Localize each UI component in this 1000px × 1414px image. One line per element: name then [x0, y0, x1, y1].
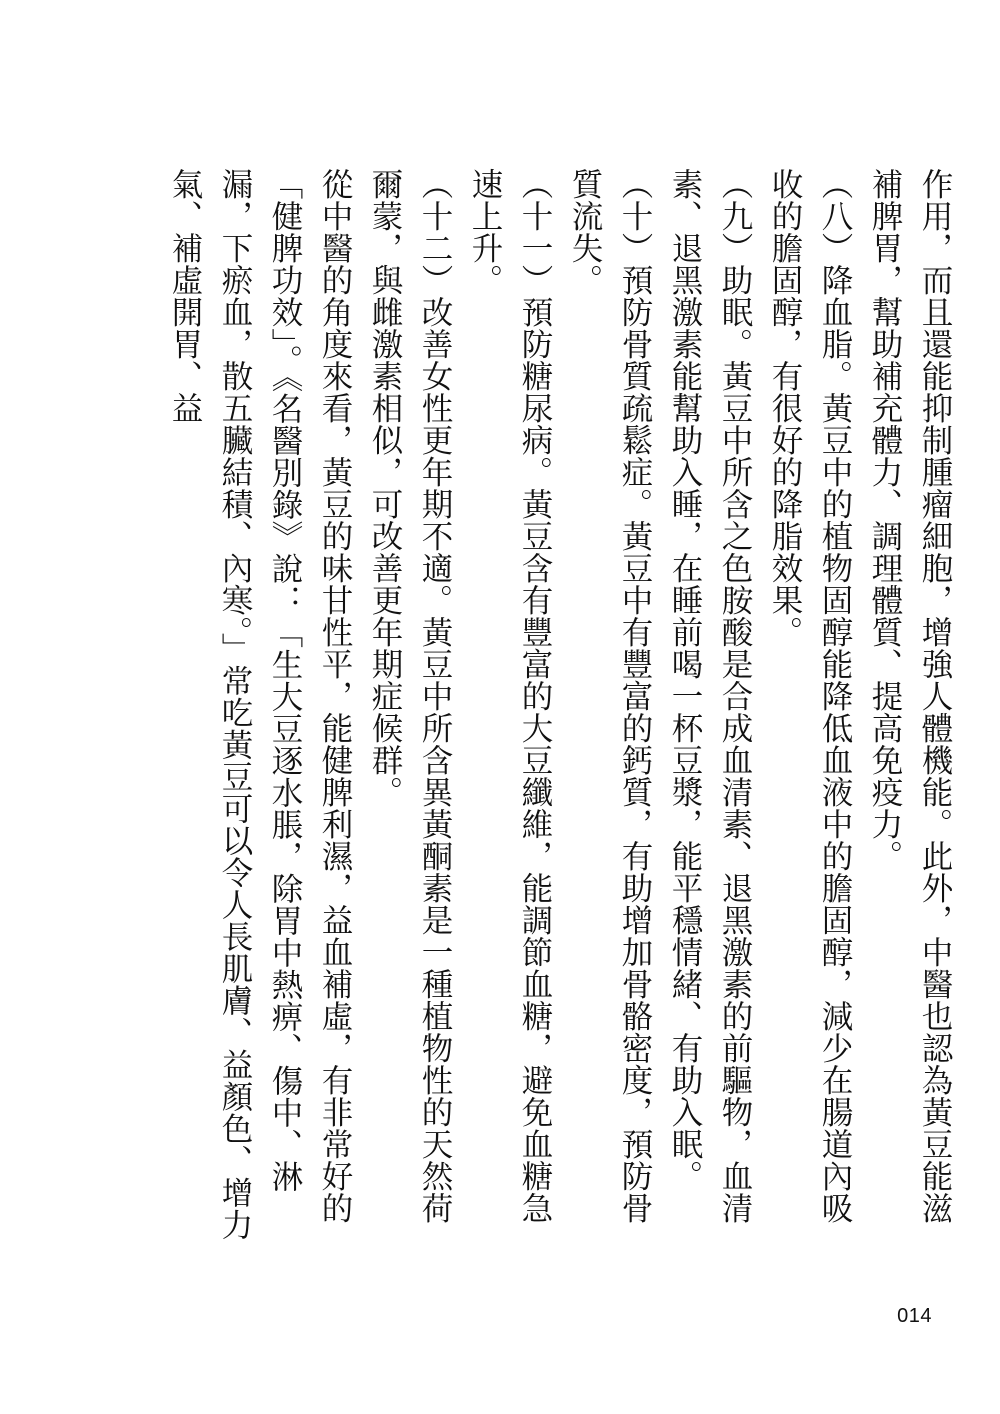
paragraph-osteoporosis: （十）預防骨質疏鬆症。黃豆中有豐富的鈣質，有助增加骨骼密度，預防骨質流失。: [567, 168, 653, 1224]
vertical-text-body: [120, 168, 960, 1248]
paragraph-lower-lipids: （八）降血脂。黃豆中的植物固醇能降低血液中的膽固醇，減少在腸道內吸收的膽固醇，有很好的降脂效果。: [767, 168, 853, 1224]
paragraph-menopause: （十二）改善女性更年期不適。黃豆中所含異黃酮素是一種植物性的天然荷爾蒙，與雌激素相似，可改善更年期症候群。: [367, 168, 453, 1224]
paragraph-intro-continued: 作用，而且還能抑制腫瘤細胞，增強人體機能。此外，中醫也認為黃豆能滋補脾胃，幫助補充體力、調理體質、提高免疫力。: [867, 168, 953, 1224]
paragraph-sleep-aid: （九）助眠。黃豆中所含之色胺酸是合成血清素、退黑激素的前驅物，血清素、退黑激素能幫助入睡，在睡前喝一杯豆漿，能平穩情緒、有助入眠。: [667, 168, 753, 1224]
paragraph-diabetes: （十一）預防糖尿病。黃豆含有豐富的大豆纖維，能調節血糖，避免血糖急速上升。: [467, 168, 553, 1224]
page-number: 014: [897, 1305, 932, 1327]
paragraph-tcm-view: 從中醫的角度來看，黃豆的味甘性平，能健脾利濕，益血補虛，有非常好的「健脾功效」。《名醫別錄》說：「生大豆逐水脹，除胃中熱痹、傷中、淋漏，下瘀血，散五臟結積、內寒。」常吃黃豆可以令人長肌膚、益顏色、增力氣、補虛開胃、益: [167, 168, 353, 1241]
